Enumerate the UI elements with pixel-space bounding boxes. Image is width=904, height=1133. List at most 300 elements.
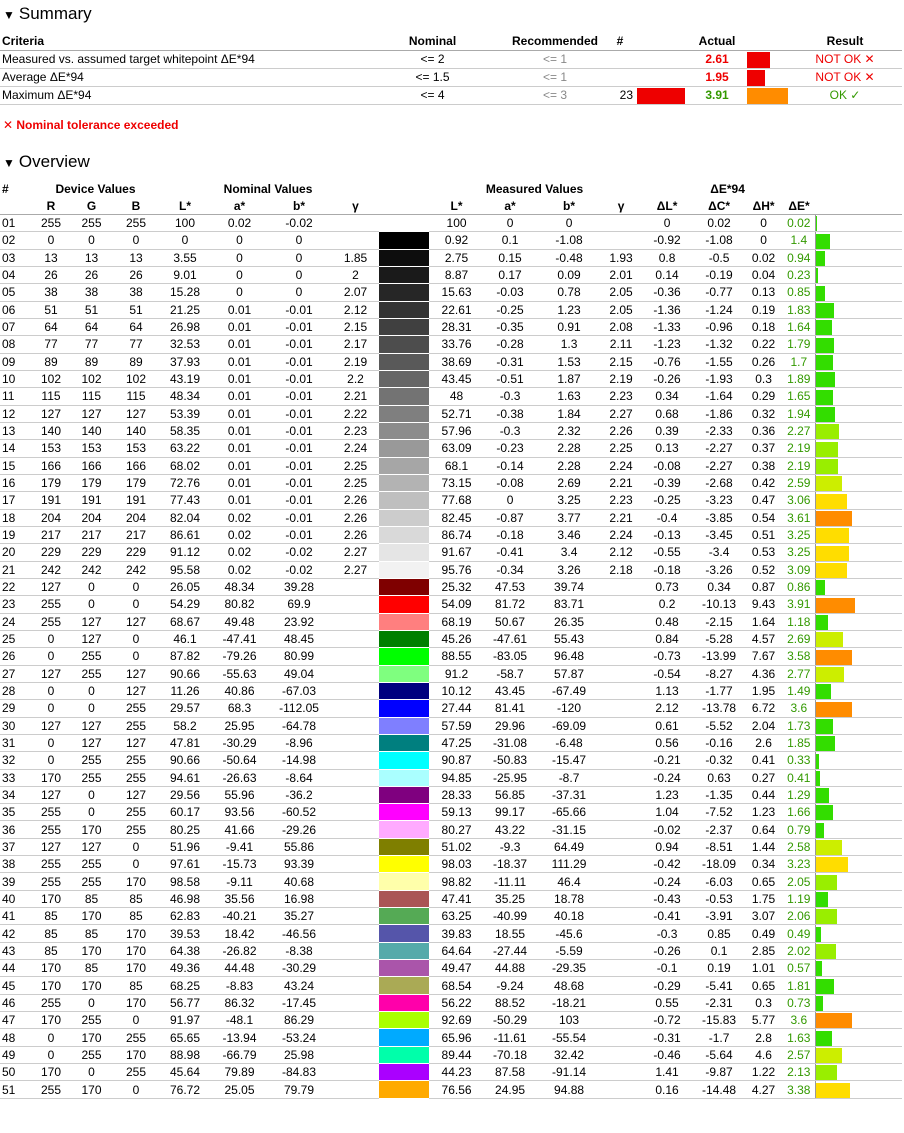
row-number: 04 xyxy=(0,266,34,283)
delta-l: -1.33 xyxy=(640,318,694,335)
row-number: 31 xyxy=(0,734,34,751)
device-b: 170 xyxy=(115,942,157,959)
nominal-gamma xyxy=(332,717,379,734)
measured-l: 88.55 xyxy=(429,648,484,665)
delta-e-bar xyxy=(816,823,824,838)
nominal-l: 65.65 xyxy=(157,1029,213,1046)
patch-row xyxy=(0,249,902,266)
measured-b: -37.31 xyxy=(536,786,602,803)
device-g: 0 xyxy=(68,232,115,249)
delta-c: -13.78 xyxy=(694,700,744,717)
measured-gamma: 2.19 xyxy=(602,370,640,387)
measured-b: 2.28 xyxy=(536,457,602,474)
delta-e-bar xyxy=(816,355,833,370)
row-number: 16 xyxy=(0,474,34,491)
delta-c: 0.34 xyxy=(694,578,744,595)
overview-group-row xyxy=(0,181,902,197)
measured-l: 92.69 xyxy=(429,1012,484,1029)
delta-e-bar-cell xyxy=(815,769,902,786)
measured-b: 55.43 xyxy=(536,630,602,647)
measured-gamma: 2.12 xyxy=(602,544,640,561)
delta-e-bar-cell xyxy=(815,994,902,1011)
nominal-gamma xyxy=(332,994,379,1011)
patch-row xyxy=(0,960,902,977)
delta-c: -2.27 xyxy=(694,440,744,457)
nominal-l: 58.2 xyxy=(157,717,213,734)
patch-row xyxy=(0,1012,902,1029)
measured-a: -11.61 xyxy=(484,1029,536,1046)
color-swatch xyxy=(379,821,429,838)
measured-b: 3.26 xyxy=(536,561,602,578)
col-header-b: B xyxy=(115,197,157,215)
patch-row xyxy=(0,752,902,769)
measured-gamma xyxy=(602,960,640,977)
nominal-l: 54.29 xyxy=(157,596,213,613)
row-number: 11 xyxy=(0,388,34,405)
criteria-cell: Measured vs. assumed target whitepoint ΔE*94 xyxy=(0,51,360,69)
nominal-a: -79.26 xyxy=(213,648,266,665)
measured-l: 95.76 xyxy=(429,561,484,578)
nominal-a: -66.79 xyxy=(213,1046,266,1063)
device-r: 255 xyxy=(34,821,68,838)
delta-c: -10.13 xyxy=(694,596,744,613)
delta-l: 1.13 xyxy=(640,682,694,699)
patch-row xyxy=(0,440,902,457)
color-swatch xyxy=(379,1029,429,1046)
device-b: 0 xyxy=(115,838,157,855)
delta-c: -2.33 xyxy=(694,422,744,439)
nominal-b: 40.68 xyxy=(266,873,332,890)
device-r: 170 xyxy=(34,977,68,994)
nominal-gamma: 2.27 xyxy=(332,561,379,578)
measured-gamma xyxy=(602,1081,640,1098)
nominal-gamma: 2.23 xyxy=(332,422,379,439)
delta-e-bar xyxy=(816,424,839,439)
nominal-a: -55.63 xyxy=(213,665,266,682)
delta-l: 0.8 xyxy=(640,249,694,266)
device-r: 229 xyxy=(34,544,68,561)
measured-b: -91.14 xyxy=(536,1064,602,1081)
nominal-a: 0 xyxy=(213,284,266,301)
delta-e-bar-cell xyxy=(815,544,902,561)
device-b: 115 xyxy=(115,388,157,405)
nominal-a: 55.96 xyxy=(213,786,266,803)
delta-h: 0.41 xyxy=(744,752,783,769)
device-b: 0 xyxy=(115,856,157,873)
device-r: 0 xyxy=(34,1046,68,1063)
device-g: 166 xyxy=(68,457,115,474)
measured-gamma xyxy=(602,994,640,1011)
delta-e-bar-cell xyxy=(815,370,902,387)
color-swatch xyxy=(379,734,429,751)
recommended-cell: <= 1 xyxy=(505,69,605,87)
device-b: 77 xyxy=(115,336,157,353)
delta-e-bar xyxy=(816,476,842,491)
measured-gamma xyxy=(602,1012,640,1029)
measured-gamma xyxy=(602,578,640,595)
delta-l: -0.76 xyxy=(640,353,694,370)
result-cell: OK ✓ xyxy=(788,87,902,105)
delta-h: 7.67 xyxy=(744,648,783,665)
nominal-l: 82.04 xyxy=(157,509,213,526)
device-b: 102 xyxy=(115,370,157,387)
measured-b: -1.08 xyxy=(536,232,602,249)
delta-h: 0.27 xyxy=(744,769,783,786)
delta-e-bar-cell xyxy=(815,336,902,353)
delta-e-bar-cell xyxy=(815,908,902,925)
measured-b: 40.18 xyxy=(536,908,602,925)
measured-gamma xyxy=(602,804,640,821)
measured-l: 77.68 xyxy=(429,492,484,509)
delta-e-bar xyxy=(816,909,837,924)
delta-e: 3.91 xyxy=(783,596,815,613)
patch-row xyxy=(0,821,902,838)
delta-l: 0.48 xyxy=(640,613,694,630)
measured-gamma xyxy=(602,908,640,925)
recommended-cell: <= 3 xyxy=(505,87,605,105)
delta-h: 0.47 xyxy=(744,492,783,509)
row-number: 13 xyxy=(0,422,34,439)
nominal-l: 91.12 xyxy=(157,544,213,561)
nominal-a: 86.32 xyxy=(213,994,266,1011)
delta-e: 0.41 xyxy=(783,769,815,786)
measured-gamma xyxy=(602,717,640,734)
measured-l: 33.76 xyxy=(429,336,484,353)
nominal-a: -8.83 xyxy=(213,977,266,994)
delta-e-bar xyxy=(816,684,831,699)
device-b: 255 xyxy=(115,804,157,821)
delta-e-bar xyxy=(816,805,833,820)
delta-e-bar xyxy=(816,1083,850,1098)
measured-gamma: 2.24 xyxy=(602,526,640,543)
nominal-l: 90.66 xyxy=(157,752,213,769)
collapse-triangle-icon[interactable]: ▼ xyxy=(3,156,15,170)
delta-e-bar-cell xyxy=(815,752,902,769)
measured-b: -15.47 xyxy=(536,752,602,769)
measured-a: 0.15 xyxy=(484,249,536,266)
col-header-measured-a: a* xyxy=(484,197,536,215)
nominal-l: 53.39 xyxy=(157,405,213,422)
patch-row xyxy=(0,1046,902,1063)
measured-l: 22.61 xyxy=(429,301,484,318)
summary-heading[interactable] xyxy=(3,4,92,24)
delta-c: -3.45 xyxy=(694,526,744,543)
device-g: 0 xyxy=(68,578,115,595)
delta-h: 0.13 xyxy=(744,284,783,301)
color-swatch xyxy=(379,977,429,994)
device-g: 170 xyxy=(68,908,115,925)
measured-a: 44.88 xyxy=(484,960,536,977)
row-number: 30 xyxy=(0,717,34,734)
device-r: 255 xyxy=(34,804,68,821)
measured-l: 91.2 xyxy=(429,665,484,682)
delta-e-bar xyxy=(816,598,855,613)
measured-b: 46.4 xyxy=(536,873,602,890)
nominal-b: 39.28 xyxy=(266,578,332,595)
nominal-l: 77.43 xyxy=(157,492,213,509)
nominal-b: -64.78 xyxy=(266,717,332,734)
device-b: 0 xyxy=(115,630,157,647)
patch-row xyxy=(0,1029,902,1046)
measured-l: 2.75 xyxy=(429,249,484,266)
delta-h: 0.51 xyxy=(744,526,783,543)
row-number: 19 xyxy=(0,526,34,543)
nominal-a: 0.01 xyxy=(213,301,266,318)
measured-a: -0.87 xyxy=(484,509,536,526)
delta-l: -0.36 xyxy=(640,284,694,301)
overview-table xyxy=(0,181,902,1099)
device-b: 179 xyxy=(115,474,157,491)
measured-l: 68.1 xyxy=(429,457,484,474)
swatch-col-header xyxy=(379,197,429,215)
delta-c: -5.64 xyxy=(694,1046,744,1063)
measured-b: 39.74 xyxy=(536,578,602,595)
measured-l: 47.41 xyxy=(429,890,484,907)
measured-l: 98.03 xyxy=(429,856,484,873)
device-b: 127 xyxy=(115,665,157,682)
measured-gamma: 2.15 xyxy=(602,353,640,370)
row-number: 35 xyxy=(0,804,34,821)
delta-h: 0.04 xyxy=(744,266,783,283)
device-b: 0 xyxy=(115,232,157,249)
overview-heading[interactable] xyxy=(3,152,90,172)
device-r: 255 xyxy=(34,1081,68,1098)
measured-a: -0.03 xyxy=(484,284,536,301)
delta-e: 0.85 xyxy=(783,284,815,301)
device-b: 89 xyxy=(115,353,157,370)
color-swatch xyxy=(379,994,429,1011)
delta-e-bar xyxy=(816,338,834,353)
delta-h: 0.53 xyxy=(744,544,783,561)
device-g: 85 xyxy=(68,960,115,977)
nominal-b: -30.29 xyxy=(266,960,332,977)
delta-e-bar-cell xyxy=(815,578,902,595)
measured-b: 57.87 xyxy=(536,665,602,682)
device-r: 153 xyxy=(34,440,68,457)
delta-e: 1.49 xyxy=(783,682,815,699)
nominal-b: 69.9 xyxy=(266,596,332,613)
row-number: 50 xyxy=(0,1064,34,1081)
collapse-triangle-icon[interactable]: ▼ xyxy=(3,8,15,22)
measured-gamma xyxy=(602,890,640,907)
device-b: 191 xyxy=(115,492,157,509)
delta-l: -0.29 xyxy=(640,977,694,994)
device-g: 217 xyxy=(68,526,115,543)
delta-h: 3.07 xyxy=(744,908,783,925)
delta-l: 0.94 xyxy=(640,838,694,855)
color-swatch xyxy=(379,457,429,474)
color-swatch xyxy=(379,942,429,959)
nominal-b: -0.01 xyxy=(266,440,332,457)
device-g: 229 xyxy=(68,544,115,561)
delta-h: 1.95 xyxy=(744,682,783,699)
device-g: 85 xyxy=(68,890,115,907)
delta-e-bar xyxy=(816,286,825,301)
delta-e: 0.94 xyxy=(783,249,815,266)
device-r: 140 xyxy=(34,422,68,439)
measured-a: -9.3 xyxy=(484,838,536,855)
nominal-l: 45.64 xyxy=(157,1064,213,1081)
patch-row xyxy=(0,422,902,439)
delta-h: 0 xyxy=(744,232,783,249)
measured-l: 49.47 xyxy=(429,960,484,977)
row-number: 09 xyxy=(0,353,34,370)
delta-e-bar xyxy=(816,580,825,595)
delta-c: -3.85 xyxy=(694,509,744,526)
nominal-b: -0.02 xyxy=(266,215,332,232)
criteria-cell: Maximum ΔE*94 xyxy=(0,87,360,105)
measured-b: -29.35 xyxy=(536,960,602,977)
measured-b: -65.66 xyxy=(536,804,602,821)
device-g: 85 xyxy=(68,925,115,942)
nominal-gamma xyxy=(332,215,379,232)
nominal-b: -0.01 xyxy=(266,422,332,439)
recommended-header: Recommended xyxy=(505,33,605,51)
delta-e: 3.09 xyxy=(783,561,815,578)
delta-h: 0.52 xyxy=(744,561,783,578)
measured-a: 88.52 xyxy=(484,994,536,1011)
delta-c: -18.09 xyxy=(694,856,744,873)
delta-e-bar xyxy=(816,372,835,387)
measured-values-header: Measured Values xyxy=(485,182,584,196)
delta-e: 0.86 xyxy=(783,578,815,595)
device-r: 170 xyxy=(34,769,68,786)
nominal-b: 0 xyxy=(266,232,332,249)
count-cell xyxy=(605,51,635,69)
delta-e-bar-cell xyxy=(815,942,902,959)
delta-e-bar xyxy=(816,840,842,855)
delta-c: -1.08 xyxy=(694,232,744,249)
measured-b: -69.09 xyxy=(536,717,602,734)
delta-c: -1.35 xyxy=(694,786,744,803)
nominal-a: 0.01 xyxy=(213,474,266,491)
measured-a: -31.08 xyxy=(484,734,536,751)
measured-l: 63.25 xyxy=(429,908,484,925)
delta-e: 2.13 xyxy=(783,1064,815,1081)
delta-h: 1.22 xyxy=(744,1064,783,1081)
nominal-gamma xyxy=(332,890,379,907)
delta-l: -0.24 xyxy=(640,873,694,890)
delta-l: -0.54 xyxy=(640,665,694,682)
nominal-b: 80.99 xyxy=(266,648,332,665)
col-header-g: G xyxy=(68,197,115,215)
delta-e-bar xyxy=(816,459,838,474)
delta-e-bar xyxy=(816,320,832,335)
measured-b: 48.68 xyxy=(536,977,602,994)
nominal-gamma xyxy=(332,613,379,630)
measured-a: -50.83 xyxy=(484,752,536,769)
delta-h: 2.04 xyxy=(744,717,783,734)
nominal-l: 94.61 xyxy=(157,769,213,786)
nominal-b: 49.04 xyxy=(266,665,332,682)
actual-bar xyxy=(747,52,770,68)
col-header-nominal-l: L* xyxy=(157,197,213,215)
delta-e-bar-cell xyxy=(815,440,902,457)
nominal-l: 15.28 xyxy=(157,284,213,301)
delta-e-bar xyxy=(816,702,852,717)
delta-h: 0.37 xyxy=(744,440,783,457)
device-r: 0 xyxy=(34,734,68,751)
delta-h: 0.65 xyxy=(744,873,783,890)
nominal-l: 3.55 xyxy=(157,249,213,266)
nominal-b: -17.45 xyxy=(266,994,332,1011)
device-r: 0 xyxy=(34,648,68,665)
device-b: 26 xyxy=(115,266,157,283)
patch-row xyxy=(0,682,902,699)
measured-a: -58.7 xyxy=(484,665,536,682)
device-r: 242 xyxy=(34,561,68,578)
nominal-a: 0.01 xyxy=(213,370,266,387)
color-swatch xyxy=(379,509,429,526)
nominal-b: 23.92 xyxy=(266,613,332,630)
delta-c: -1.77 xyxy=(694,682,744,699)
device-b: 0 xyxy=(115,648,157,665)
measured-l: 91.67 xyxy=(429,544,484,561)
measured-a: 43.22 xyxy=(484,821,536,838)
nominal-gamma: 2.17 xyxy=(332,336,379,353)
count-cell: 23 xyxy=(605,87,635,105)
row-number: 33 xyxy=(0,769,34,786)
patch-row xyxy=(0,509,902,526)
nominal-l: 72.76 xyxy=(157,474,213,491)
delta-h: 0.38 xyxy=(744,457,783,474)
count-bar xyxy=(637,88,685,104)
nominal-a: 79.89 xyxy=(213,1064,266,1081)
delta-l: 0.68 xyxy=(640,405,694,422)
row-number: 21 xyxy=(0,561,34,578)
measured-gamma xyxy=(602,1046,640,1063)
delta-e-bar-cell xyxy=(815,821,902,838)
device-g: 255 xyxy=(68,665,115,682)
color-swatch xyxy=(379,422,429,439)
device-g: 0 xyxy=(68,994,115,1011)
measured-gamma xyxy=(602,734,640,751)
device-g: 115 xyxy=(68,388,115,405)
row-number: 46 xyxy=(0,994,34,1011)
delta-l: -0.43 xyxy=(640,890,694,907)
measured-a: -70.18 xyxy=(484,1046,536,1063)
measured-l: 38.69 xyxy=(429,353,484,370)
patch-row xyxy=(0,596,902,613)
delta-l: -0.4 xyxy=(640,509,694,526)
nominal-a: -26.82 xyxy=(213,942,266,959)
color-swatch xyxy=(379,215,429,232)
nominal-b: -0.01 xyxy=(266,492,332,509)
delta-l: -0.31 xyxy=(640,1029,694,1046)
row-number: 03 xyxy=(0,249,34,266)
delta-e-bar-cell xyxy=(815,405,902,422)
delta-l: -0.26 xyxy=(640,370,694,387)
delta-l: 0.55 xyxy=(640,994,694,1011)
col-header-r: R xyxy=(34,197,68,215)
delta-l: -0.25 xyxy=(640,492,694,509)
nominal-l: 56.77 xyxy=(157,994,213,1011)
delta-c: -8.27 xyxy=(694,665,744,682)
delta-e-bar xyxy=(816,667,844,682)
col-header-nominal-b: b* xyxy=(266,197,332,215)
delta-e: 0.33 xyxy=(783,752,815,769)
delta-e: 3.58 xyxy=(783,648,815,665)
nominal-gamma xyxy=(332,856,379,873)
delta-l: 1.23 xyxy=(640,786,694,803)
row-number: 36 xyxy=(0,821,34,838)
device-b: 127 xyxy=(115,682,157,699)
nominal-l: 47.81 xyxy=(157,734,213,751)
nominal-a: 0.01 xyxy=(213,388,266,405)
device-g: 64 xyxy=(68,318,115,335)
measured-l: 73.15 xyxy=(429,474,484,491)
device-b: 255 xyxy=(115,821,157,838)
